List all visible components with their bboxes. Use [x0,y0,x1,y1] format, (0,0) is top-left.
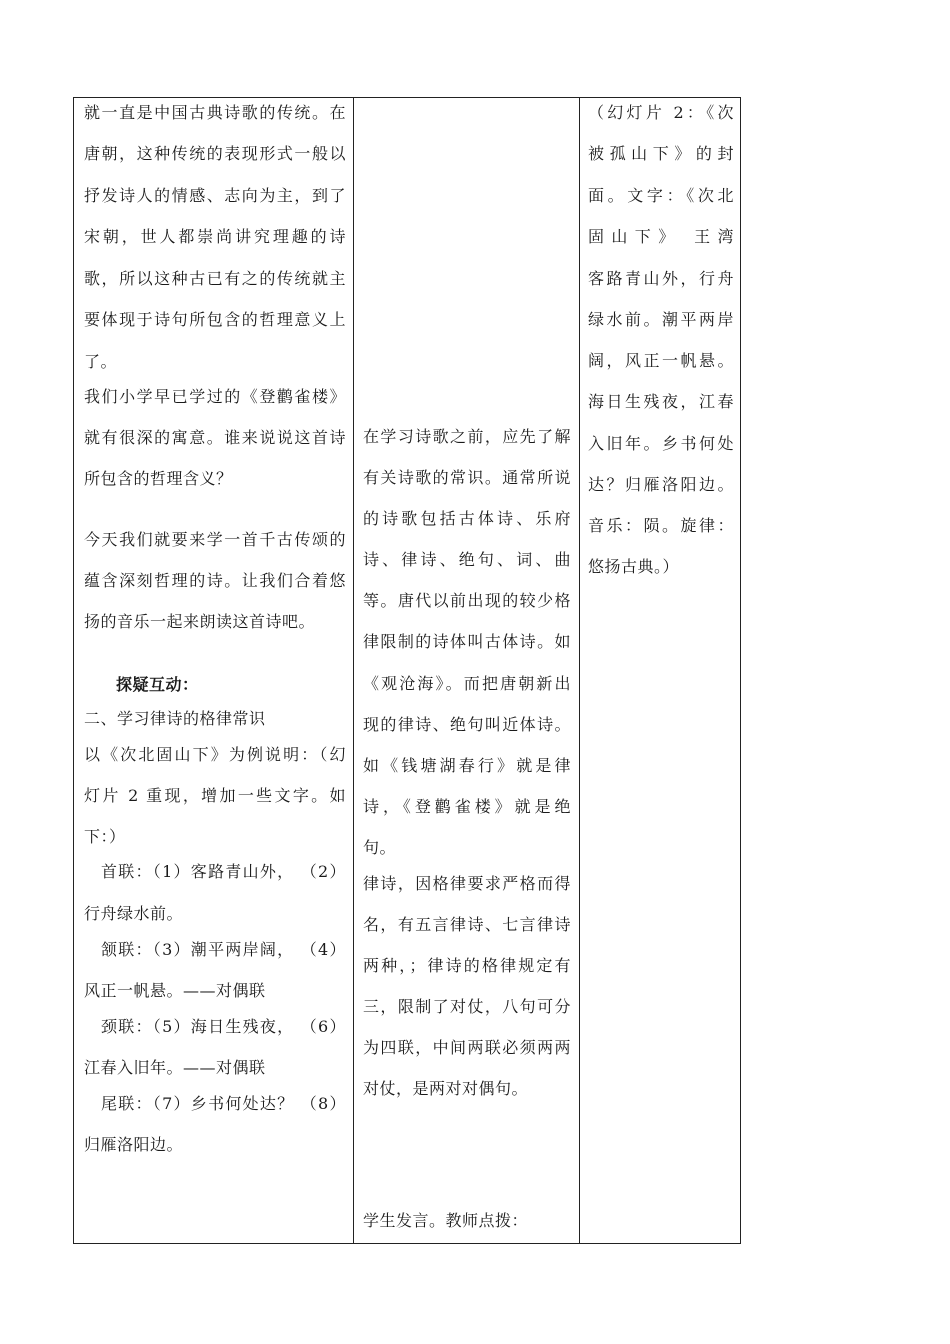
text-line: 的诗歌包括古体诗、乐府 [363,509,571,528]
text-line: 归雁洛阳边。 [84,1135,184,1154]
text-line: 悠扬古典。） [588,557,680,576]
text-line: 句。 [363,838,397,857]
text-line: 如《钱塘湖春行》就是律 [363,756,571,775]
student-activity-column [363,98,571,1243]
text-line: 绿水前。潮平两岸 [588,310,734,329]
text-line: 有关诗歌的常识。通常所说 [363,468,571,487]
text-line: 被孤山下》的封 [588,144,734,163]
text-line: 入旧年。乡书何处 [588,434,734,453]
text-line: 今天我们就要来学一首千古传颂的 [84,530,346,549]
text-line: 所包含的哲理含义？ [84,469,233,488]
text-line: 了。 [84,352,118,371]
text-line: 固山下》 王湾 [588,227,734,246]
lesson-table [73,97,741,1244]
teacher-content-column [84,98,346,1243]
text-line: 学生发言。教师点拨： [363,1211,529,1230]
text-line: 面。文字：《次北 [588,186,734,205]
text-line: 我们小学早已学过的《登鹳雀楼》 [84,387,346,406]
text-line: 两种，；律诗的格律规定有 [363,956,571,975]
text-line: 就有很深的寓意。谁来说说这首诗 [84,428,346,447]
text-line: 江春入旧年。——对偶联 [84,1058,266,1077]
text-line: 尾联：（7）乡书何处达？ （8） [101,1094,346,1113]
text-line: 为四联，中间两联必须两两 [363,1038,571,1057]
text-line: 首联：（1）客路青山外， （2） [101,862,346,881]
text-line: 三，限制了对仗，八句可分 [363,997,571,1016]
text-line: 诗，《登鹳雀楼》就是绝 [363,797,571,816]
text-line: 灯片 2 重现，增加一些文字。如 [84,786,346,805]
text-line: 唐朝，这种传统的表现形式一般以 [84,144,346,163]
text-line: 名，有五言律诗、七言律诗 [363,915,571,934]
text-line: 在学习诗歌之前，应先了解 [363,427,571,446]
media-notes-column [588,98,734,1243]
text-line: 颔联：（3）潮平两岸阔， （4） [101,940,346,959]
column-divider [579,98,580,1243]
text-line: 海日生残夜，江春 [588,392,734,411]
text-line: 行舟绿水前。 [84,904,184,923]
text-line: 阔，风正一帆悬。 [588,351,734,370]
text-line: 诗、律诗、绝句、词、曲 [363,550,571,569]
text-line: 风正一帆悬。——对偶联 [84,981,266,1000]
text-line: 律限制的诗体叫古体诗。如 [363,632,571,651]
text-line: 歌，所以这种古已有之的传统就主 [84,269,346,288]
text-line: 现的律诗、绝句叫近体诗。 [363,715,571,734]
text-line: （幻灯片 2：《次 [588,103,734,122]
text-line: 就一直是中国古典诗歌的传统。在 [84,103,346,122]
text-line: 要体现于诗句所包含的哲理意义上 [84,310,346,329]
text-line: 二、学习律诗的格律常识 [84,709,266,728]
text-line: 下：） [84,827,126,846]
text-line: 抒发诗人的情感、志向为主，到了 [84,186,346,205]
section-heading: 探疑互动： [116,675,199,694]
text-line: 等。唐代以前出现的较少格 [363,591,571,610]
text-line: 客路青山外，行舟 [588,269,734,288]
text-line: 颈联：（5）海日生残夜， （6） [101,1017,346,1036]
text-line: 宋朝，世人都崇尚讲究理趣的诗 [84,227,346,246]
column-divider [353,98,354,1243]
text-line: 音乐：陨。旋律： [588,516,734,535]
text-line: 《观沧海》。而把唐朝新出 [363,674,571,693]
text-line: 以《次北固山下》为例说明：（幻 [84,745,346,764]
text-line: 律诗，因格律要求严格而得 [363,874,571,893]
text-line: 扬的音乐一起来朗读这首诗吧。 [84,612,316,631]
text-line: 达？归雁洛阳边。 [588,475,734,494]
text-line: 蕴含深刻哲理的诗。让我们合着悠 [84,571,346,590]
text-line: 对仗，是两对对偶句。 [363,1079,529,1098]
